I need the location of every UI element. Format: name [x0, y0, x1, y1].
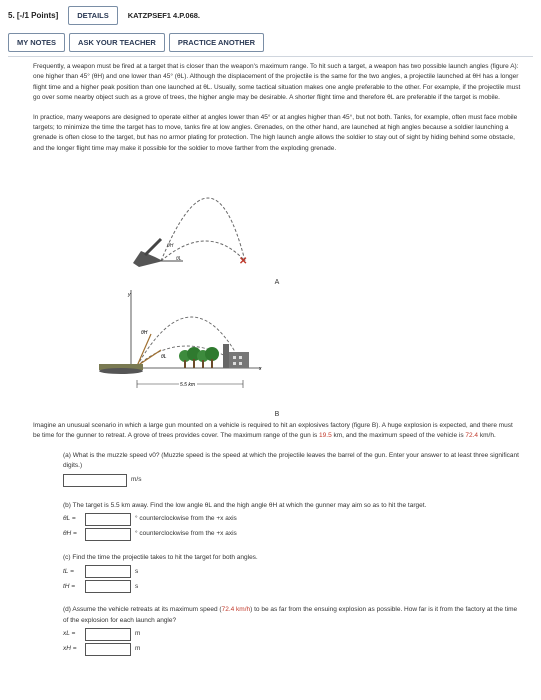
ask-teacher-button[interactable]: ASK YOUR TEACHER — [69, 33, 165, 52]
scenario-text-a: Imagine an unusual scenario in which a large gun mounted on a vehicle is required to hit an explosives factory (figure B). A huge explosion is expected, and there must be time for the gunner to retreat. A grove of trees provides cover. The maximum range of the gun is — [33, 421, 513, 440]
theta-l-label-b: θL — [161, 354, 167, 361]
question-number: 5. [-/1 Points] — [8, 11, 59, 20]
figure-a-caption: A — [274, 278, 280, 286]
t-h-field-label: tH = — [63, 582, 76, 590]
paragraph-practice: In practice, many weapons are designed to operate either at angles lower than 45° or at angles higher than 45°, but not both. Tanks, for example, often must face mobile targets; to minimize the time the target has to move, tanks fire at low angles. Grenades, on the other hand, are launched at high angles because a soldier launching a grenade is often close to the target, but has no armor plating for protection. The high launch angle allows the soldier to stay out of sight by hiding behind some obstacle, and the longer flight time may make it possible for the soldier to move farther from the exploding grenade. — [33, 113, 518, 152]
distance-label: 5.5 km — [180, 382, 196, 389]
x-h-field-label: xH = — [63, 645, 77, 653]
paragraph-scenario — [33, 421, 521, 442]
figure-b-drawing — [33, 288, 521, 406]
x-l-input[interactable] — [85, 628, 131, 641]
x-l-field-label: xL = — [63, 630, 76, 638]
theta-h-input[interactable] — [85, 528, 131, 541]
x-h-input[interactable] — [85, 643, 131, 656]
x-l-unit: m — [135, 630, 141, 638]
my-notes-button[interactable]: MY NOTES — [8, 33, 65, 52]
problem-body — [33, 62, 521, 658]
scenario-text-b: km, and the maximum speed of the vehicle is — [331, 432, 466, 440]
part-c — [63, 553, 521, 593]
theta-l-unit: ° counterclockwise from the +x axis — [135, 515, 237, 523]
divider — [8, 56, 533, 57]
part-b-text: (b) The target is 5.5 km away. Find the low angle θL and the high angle θH at which the gunner may aim so as to hit the target. — [63, 501, 427, 509]
theta-l-input[interactable] — [85, 513, 131, 526]
paragraph-intro: Frequently, a weapon must be fired at a target that is closer than the weapon's maximum range. To hit such a target, a weapon has two possible launch angles (figure A): one higher than 45° (θH) and one lower than 45° (θL). Although the displacement of the projectile is the same for the two angles, a projectile launched at θH has a longer flight time and a higher peak position than one launched at θL. Usually, some tactical situation makes one angle preferable to the other. For example, if the projectile must go over some nearby object such as a grove of trees, the higher angle may be desirable. A shorter flight time and therefore θL are preferable if the target is mobile. — [33, 63, 521, 102]
part-a-text: (a) What is the muzzle speed v0? (Muzzle speed is the speed at which the projectile leaves the barrel of the gun. Enter your answer to at least three significant digits.) — [63, 451, 519, 470]
x-axis-label: x — [259, 366, 262, 373]
t-h-input[interactable] — [85, 580, 131, 593]
problem-code: KATZPSEF1 4.P.068. — [127, 11, 201, 20]
y-axis-label: y — [128, 292, 131, 299]
theta-h-field-label: θH = — [63, 530, 77, 538]
part-d-text-b: ) to be as far from the ensuing explosion as possible. How far is it from the factory at the time of the explosion for each launch angle? — [63, 606, 518, 624]
theta-h-unit: ° counterclockwise from the +x axis — [135, 530, 237, 538]
part-c-text: (c) Find the time the projectile takes to hit the target for both angles. — [63, 553, 258, 561]
scenario-text-c: km/h. — [478, 432, 496, 440]
figure-a — [33, 163, 521, 288]
part-d-text-a: (d) Assume the vehicle retreats at its maximum speed ( — [63, 606, 222, 614]
part-a — [63, 451, 521, 487]
t-h-unit: s — [135, 582, 139, 590]
speed-value: 72.4 — [465, 432, 479, 440]
t-l-unit: s — [135, 567, 139, 575]
target-x-icon: ✕ — [239, 256, 248, 268]
range-value: 19.5 — [319, 432, 332, 440]
figure-b — [33, 288, 521, 421]
question-header — [8, 6, 200, 25]
part-d-text — [63, 605, 521, 626]
toolbar — [8, 33, 264, 52]
practice-another-button[interactable]: PRACTICE ANOTHER — [169, 33, 264, 52]
x-h-unit: m — [135, 645, 141, 653]
theta-l-label-a: θL — [176, 256, 182, 263]
part-d-speed: 72.4 km/h — [221, 606, 251, 614]
muzzle-speed-input[interactable] — [63, 474, 127, 487]
theta-l-field-label: θL = — [63, 515, 76, 523]
part-b — [63, 501, 521, 541]
part-d — [63, 605, 521, 656]
theta-h-label-b: θH — [141, 330, 148, 337]
theta-h-label-a: θH — [167, 243, 174, 250]
figure-b-caption: B — [274, 411, 280, 419]
muzzle-speed-unit: m/s — [131, 475, 142, 483]
figure-a-drawing — [33, 163, 521, 273]
t-l-field-label: tL = — [63, 567, 74, 575]
t-l-input[interactable] — [85, 565, 131, 578]
details-button[interactable]: DETAILS — [68, 6, 118, 25]
